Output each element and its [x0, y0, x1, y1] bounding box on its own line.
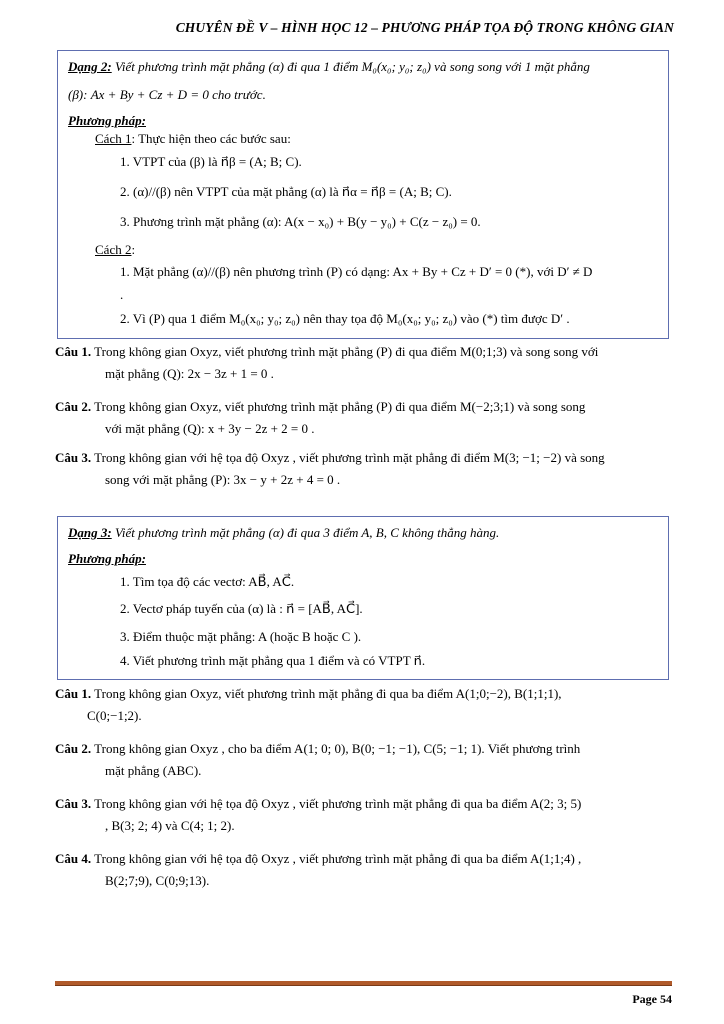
page-header: CHUYÊN ĐỀ V – HÌNH HỌC 12 – PHƯƠNG PHÁP TỌA ĐỘ TRONG KHÔNG GIAN: [175, 20, 674, 35]
dang2-method: Phương pháp:: [68, 113, 146, 128]
question-text: Trong không gian Oxyz, viết phương trình mặt phẳng (P) đi qua điểm M(−2;3;1) và song song: [94, 399, 586, 414]
question-label: Câu 1.: [55, 686, 92, 701]
question-text: Trong không gian Oxyz, viết phương trình mặt phẳng (P) đi qua điểm M(0;1;3) và song song với: [94, 344, 599, 359]
cach2-label: Cách 2: [95, 242, 132, 257]
dang2-box: [57, 50, 669, 339]
dang3-step-1: 1. Tìm tọa độ các vectơ: AB⃗, AC⃗.: [120, 574, 295, 589]
q2-block-2: [55, 738, 672, 782]
dang2-desc2: (β): Ax + By + Cz + D = 0 cho trước.: [68, 87, 266, 102]
dang2-step1-1: 1. VTPT của (β) là n⃗β = (A; B; C).: [120, 154, 302, 169]
question-text-cont: song với mặt phẳng (P): 3x − y + 2z + 4 = 0 .: [105, 472, 341, 487]
question-text-cont: C(0;−1;2).: [87, 708, 142, 723]
question-text: Trong không gian với hệ tọa độ Oxyz , viết phương trình mặt phẳng đi điểm M(3; −1; −2) và song: [94, 450, 605, 465]
q1-block-2: [55, 396, 672, 440]
dang3-method: Phương pháp:: [68, 551, 146, 566]
question-text-cont: B(2;7;9), C(0;9;13).: [105, 873, 210, 888]
q1-block-3: [55, 447, 672, 491]
footer-divider: [55, 981, 672, 986]
question-text-cont: , B(3; 2; 4) và C(4; 1; 2).: [105, 818, 235, 833]
question-label: Câu 3.: [55, 796, 92, 811]
question-label: Câu 2.: [55, 741, 92, 756]
dang3-desc: Viết phương trình mặt phẳng (α) đi qua 3 điểm A, B, C không thẳng hàng.: [114, 525, 500, 540]
q1-block-1: [55, 341, 672, 385]
dang2-cach2: [95, 242, 135, 258]
dang2-step1-3: 3. Phương trình mặt phẳng (α): A(x − x₀) + B(y − y₀) + C(z − z₀) = 0.: [120, 214, 481, 229]
question-label: Câu 3.: [55, 450, 92, 465]
dang2-cach1: [95, 131, 291, 147]
dang2-step1-2: 2. (α)//(β) nên VTPT của mặt phẳng (α) là n⃗α = n⃗β = (A; B; C).: [120, 184, 452, 199]
q2-block-1: [55, 683, 672, 727]
question-label: Câu 4.: [55, 851, 92, 866]
dang2-title: Dạng 2:: [68, 59, 112, 74]
dang2-desc1: Viết phương trình mặt phẳng (α) đi qua 1 điểm M₀(x₀; y₀; z₀) và song song với 1 mặt phẳng: [114, 59, 590, 74]
cach2-suffix: :: [131, 242, 136, 257]
question-label: Câu 1.: [55, 344, 92, 359]
dang2-step2-2: 2. Vì (P) qua 1 điểm M₀(x₀; y₀; z₀) nên thay tọa độ M₀(x₀; y₀; z₀) vào (*) tìm được D′ .: [120, 311, 570, 326]
question-text: Trong không gian Oxyz, viết phương trình mặt phẳng đi qua ba điểm A(1;0;−2), B(1;1;1),: [94, 686, 562, 701]
q2-block-4: [55, 848, 672, 892]
dang2-step2-1: 1. Mặt phẳng (α)//(β) nên phương trình (P) có dạng: Ax + By + Cz + D′ = 0 (*), với D′ ≠ D: [120, 264, 593, 279]
cach1-label: Cách 1: [95, 131, 132, 146]
question-text: Trong không gian với hệ tọa độ Oxyz , viết phương trình mặt phẳng đi qua ba điểm A(1;1;4) ,: [94, 851, 582, 866]
question-text-cont: mặt phẳng (Q): 2x − 3z + 1 = 0 .: [105, 366, 274, 381]
question-text-cont: với mặt phẳng (Q): x + 3y − 2z + 2 = 0 .: [105, 421, 315, 436]
dang3-line1: [68, 525, 499, 541]
dang3-box: [57, 516, 669, 680]
question-text: Trong không gian với hệ tọa độ Oxyz , viết phương trình mặt phẳng đi qua ba điểm A(2; 3; 5): [94, 796, 582, 811]
question-text-cont: mặt phẳng (ABC).: [105, 763, 202, 778]
dang2-step2-dot: .: [120, 287, 124, 302]
question-text: Trong không gian Oxyz , cho ba điểm A(1; 0; 0), B(0; −1; −1), C(5; −1; 1). Viết phương trình: [94, 741, 581, 756]
q2-block-3: [55, 793, 672, 837]
dang3-step-2: 2. Vectơ pháp tuyến của (α) là : n⃗ = [AB⃗, AC⃗].: [120, 601, 363, 616]
page-number: Page 54: [632, 992, 672, 1006]
dang3-step-3: 3. Điểm thuộc mặt phẳng: A (hoặc B hoặc C ).: [120, 629, 362, 644]
dang3-title: Dạng 3:: [68, 525, 112, 540]
question-label: Câu 2.: [55, 399, 92, 414]
dang3-step-4: 4. Viết phương trình mặt phẳng qua 1 điểm và có VTPT n⃗.: [120, 653, 426, 668]
dang2-line1: [68, 59, 590, 75]
cach1-suffix: : Thực hiện theo các bước sau:: [131, 131, 291, 146]
